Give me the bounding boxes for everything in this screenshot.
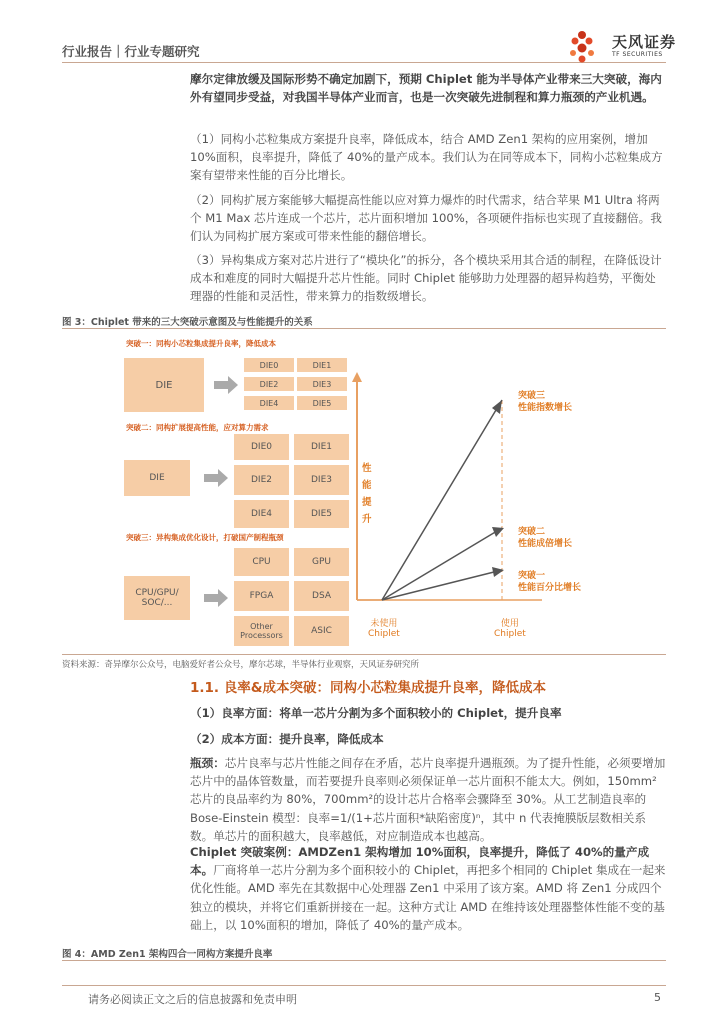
b1-die1: DIE1: [297, 358, 347, 372]
logo-name-en: TF SECURITIES: [612, 51, 663, 58]
intro-lead-paragraph: [190, 70, 666, 106]
bottleneck-text: 芯片良率与芯片性能之间存在矛盾，芯片良率提升遇瓶颈。为了提升性能，必须要增加芯片中的晶体管数量，而若要提升良率则必须保证单一芯片面积不能太大。例如，150mm²芯片的良品率约为 80%，700mm²的设计芯片合格率会骤降至 30%。从工艺制造良率的 Bose-Einstein 模型：良率=1/(1+芯片面积*缺陷密度)ⁿ，其中 n 代表掩膜版层数相关系数。单芯片的面积越大，良率越低，对应制造成本也越高。: [190, 756, 666, 843]
b2-die2: DIE2: [234, 465, 289, 495]
bottleneck-paragraph: [190, 754, 666, 845]
b1-die5: DIE5: [297, 396, 347, 410]
section-title: 1.1. 良率&成本突破：同构小芯粒集成提升良率，降低成本: [190, 680, 547, 696]
chart-yaxis-label: 性 能 提 升: [362, 463, 372, 525]
footer-rule: [62, 985, 666, 986]
section-item-1: （1）良率方面：将单一芯片分割为多个面积较小的 Chiplet，提升良率: [190, 706, 562, 720]
figure3-bottom-rule: [62, 654, 666, 655]
page-number: 5: [654, 991, 661, 1004]
b3-fpga: FPGA: [234, 581, 289, 611]
b2-die3: DIE3: [294, 465, 349, 495]
figure3-top-rule: [62, 328, 666, 329]
figure4-top-rule: [62, 960, 666, 961]
b2-die-block: DIE: [124, 460, 190, 496]
intro-lead: 摩尔定律放缓及国际形势不确定加剧下，预期 Chiplet 能为半导体产业带来三大突破，海内外有望同步受益，对我国半导体产业而言，也是一次突破先进制程和算力瓶颈的产业机遇。: [190, 72, 662, 105]
breakthrough3-label: 突破三：异构集成优化设计，打破国产制程瓶颈: [126, 533, 284, 542]
intro-p1: （1）同构小芯粒集成方案提升良率，降低成本，结合 AMD Zen1 架构的应用案例，增加 10%面积，良率提升，降低了 40%的量产成本。我们认为在同等成本下，同构小芯粒集成方案有望带来性能的百分比增长。: [190, 132, 663, 183]
chart-arrow1-label: 突破一 性能百分比增长: [518, 571, 582, 593]
b3-dsa: DSA: [294, 581, 349, 611]
intro-paragraph-3: [190, 251, 666, 306]
chart-x-right: 使用 Chiplet: [494, 619, 526, 639]
b3-arrow-icon: [204, 589, 230, 607]
b3-soc-block: CPU/GPU/ SOC/...: [124, 576, 190, 620]
b3-other-processors: Other Processors: [234, 616, 289, 646]
chart-arrow2-label: 突破二 性能成倍增长: [518, 527, 573, 549]
b1-die3: DIE3: [297, 377, 347, 391]
figure3-source: 资料来源：奇异摩尔公众号，电脑爱好者公众号，摩尔芯球，半导体行业观察，天风证券研究所: [62, 660, 420, 670]
logo-name-cn: 天风证券: [612, 33, 677, 51]
breakthrough2-label: 突破二：同构扩展提高性能，应对算力需求: [126, 423, 269, 432]
b1-arrow-icon: [214, 376, 240, 394]
b2-arrow-icon: [204, 469, 230, 487]
b2-die1: DIE1: [294, 434, 349, 460]
chart-x-left: 未使用 Chiplet: [368, 619, 400, 639]
b3-asic: ASIC: [294, 616, 349, 646]
section-item-2: （2）成本方面：提升良率，降低成本: [190, 732, 384, 746]
b1-die-block: DIE: [124, 358, 204, 412]
footer-disclaimer: 请务必阅读正文之后的信息披露和免责申明: [88, 993, 297, 1006]
b3-cpu: CPU: [234, 548, 289, 576]
figure4-caption: 图 4：AMD Zen1 架构四合一同构方案提升良率: [62, 949, 273, 960]
b2-die4: DIE4: [234, 500, 289, 528]
header-breadcrumb: 行业报告｜行业专题研究: [62, 44, 200, 59]
figure3-diagram: [62, 330, 666, 652]
case-text: 厂商将单一芯片分割为多个面积较小的 Chiplet，再把多个相同的 Chiplet 集成在一起来优化性能。AMD 率先在其数据中心处理器 Zen1 中采用了该方案。AMD 将 Zen1 分成四个独立的模块，并将它们重新拼接在一起。这种方式让 AMD 在维持该处理器整体性能不变的基础上，以 10%面积的增加，降低了 40%的量产成本。: [190, 863, 666, 932]
b1-die2: DIE2: [244, 377, 294, 391]
b2-die0: DIE0: [234, 434, 289, 460]
case-paragraph: [190, 843, 666, 934]
b1-die0: DIE0: [244, 358, 294, 372]
breakthrough1-label: 突破一：同构小芯粒集成提升良率，降低成本: [126, 339, 276, 348]
b2-die5: DIE5: [294, 500, 349, 528]
figure3-caption: 图 3：Chiplet 带来的三大突破示意图及与性能提升的关系: [62, 317, 313, 328]
intro-p2: （2）同构扩展方案能够大幅提高性能以应对算力爆炸的时代需求，结合苹果 M1 Ultra 将两个 M1 Max 芯片连成一个芯片，芯片面积增加 100%，各项硬件指标也实现了直接翻倍。我们认为同构扩展方案或可带来性能的翻倍增长。: [190, 193, 662, 244]
b3-gpu: GPU: [294, 548, 349, 576]
bottleneck-label: 瓶颈：: [190, 756, 225, 770]
chart-arrow3-label: 突破三 性能指数增长: [518, 391, 573, 413]
intro-paragraph-2: [190, 191, 666, 246]
case-label: Chiplet 突破案例：AMDZen1 架构增加 10%面积，良率提升，降低了 40%的量产成本。: [190, 845, 650, 878]
intro-p3: （3）异构集成方案对芯片进行了“模块化”的拆分，各个模块采用其合适的制程，在降低设计成本和难度的同时大幅提升芯片性能。同时 Chiplet 能够助力处理器的超异构趋势，平衡处理器的性能和灵活性，带来算力的指数级增长。: [190, 253, 662, 304]
intro-paragraph-1: [190, 130, 666, 185]
b1-die4: DIE4: [244, 396, 294, 410]
